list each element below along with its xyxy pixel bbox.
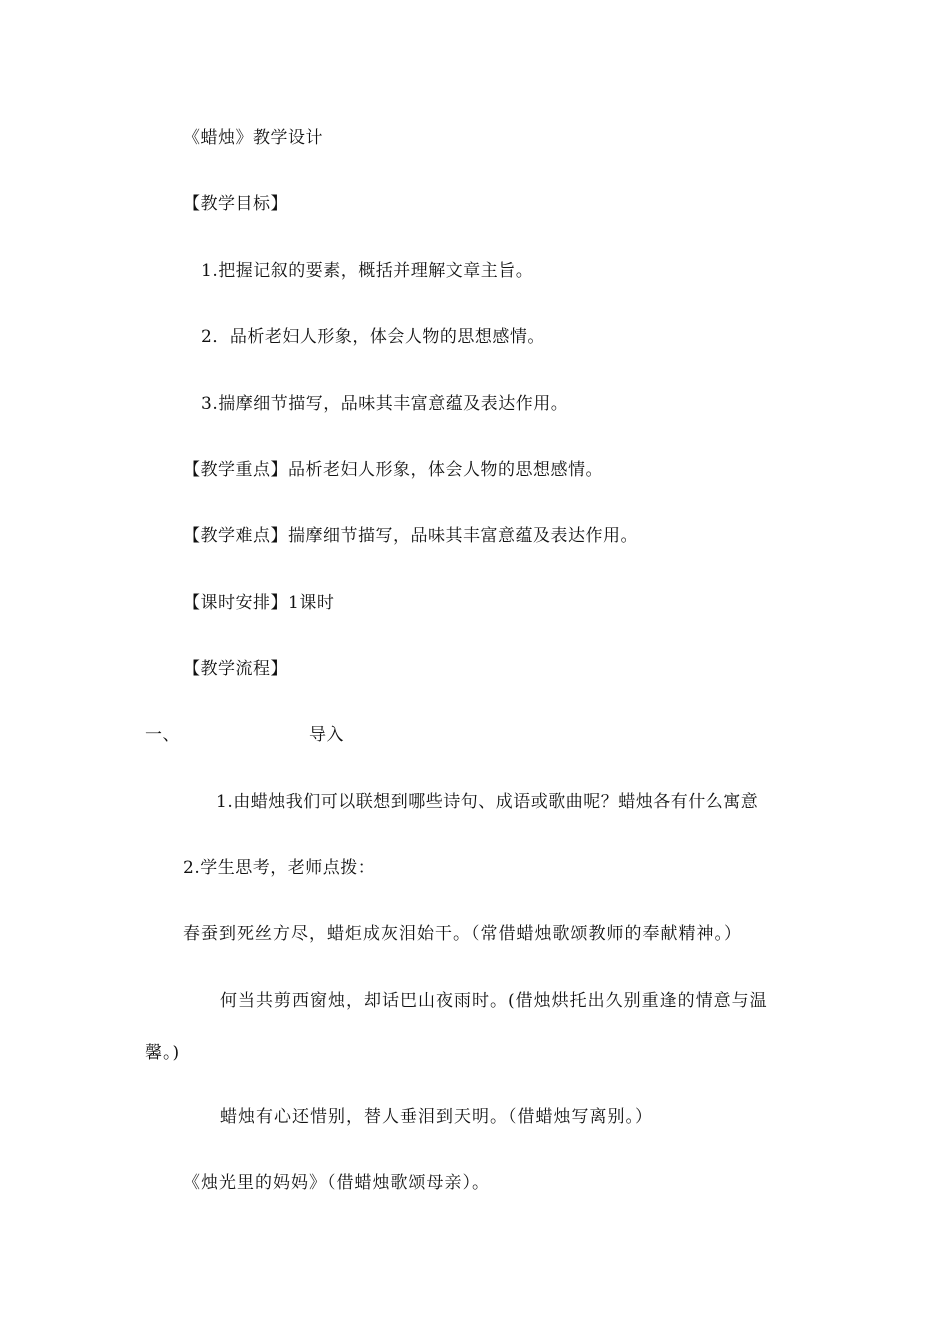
poem-quote-2-line-2: 馨。) (145, 1043, 181, 1063)
poem-quote-3: 蜡烛有心还惜别，替人垂泪到天明。（借蜡烛写离别。） (220, 1107, 653, 1127)
goal-item-2: 2．品析老妇人形象，体会人物的思想感情。 (201, 327, 545, 347)
poem-quote-1: 春蚕到死丝方尽，蜡炬成灰泪始干。（常借蜡烛歌颂教师的奉献精神。） (183, 924, 742, 944)
schedule: 【课时安排】1课时 (183, 593, 335, 613)
document-title: 《蜡烛》教学设计 (183, 128, 323, 148)
song-quote: 《烛光里的妈妈》（借蜡烛歌颂母亲）。 (183, 1173, 490, 1193)
difficulty: 【教学难点】揣摩细节描写，品味其丰富意蕴及表达作用。 (183, 526, 638, 546)
goal-item-3: 3.揣摩细节描写，品味其丰富意蕴及表达作用。 (201, 394, 569, 414)
question-1: 1.由蜡烛我们可以联想到哪些诗句、成语或歌曲呢？蜡烛各有什么寓意 (216, 792, 759, 812)
key-point: 【教学重点】品析老妇人形象，体会人物的思想感情。 (183, 460, 603, 480)
goal-item-1: 1.把握记叙的要素，概括并理解文章主旨。 (201, 261, 534, 281)
question-2: 2.学生思考，老师点拨： (183, 858, 376, 878)
section-title: 导入 (309, 725, 344, 745)
flow-heading: 【教学流程】 (183, 659, 288, 679)
goals-heading: 【教学目标】 (183, 194, 288, 214)
poem-quote-2-line-1: 何当共剪西窗烛，却话巴山夜雨时。(借烛烘托出久别重逢的情意与温 (220, 991, 768, 1011)
section-number: 一、 (145, 725, 180, 745)
